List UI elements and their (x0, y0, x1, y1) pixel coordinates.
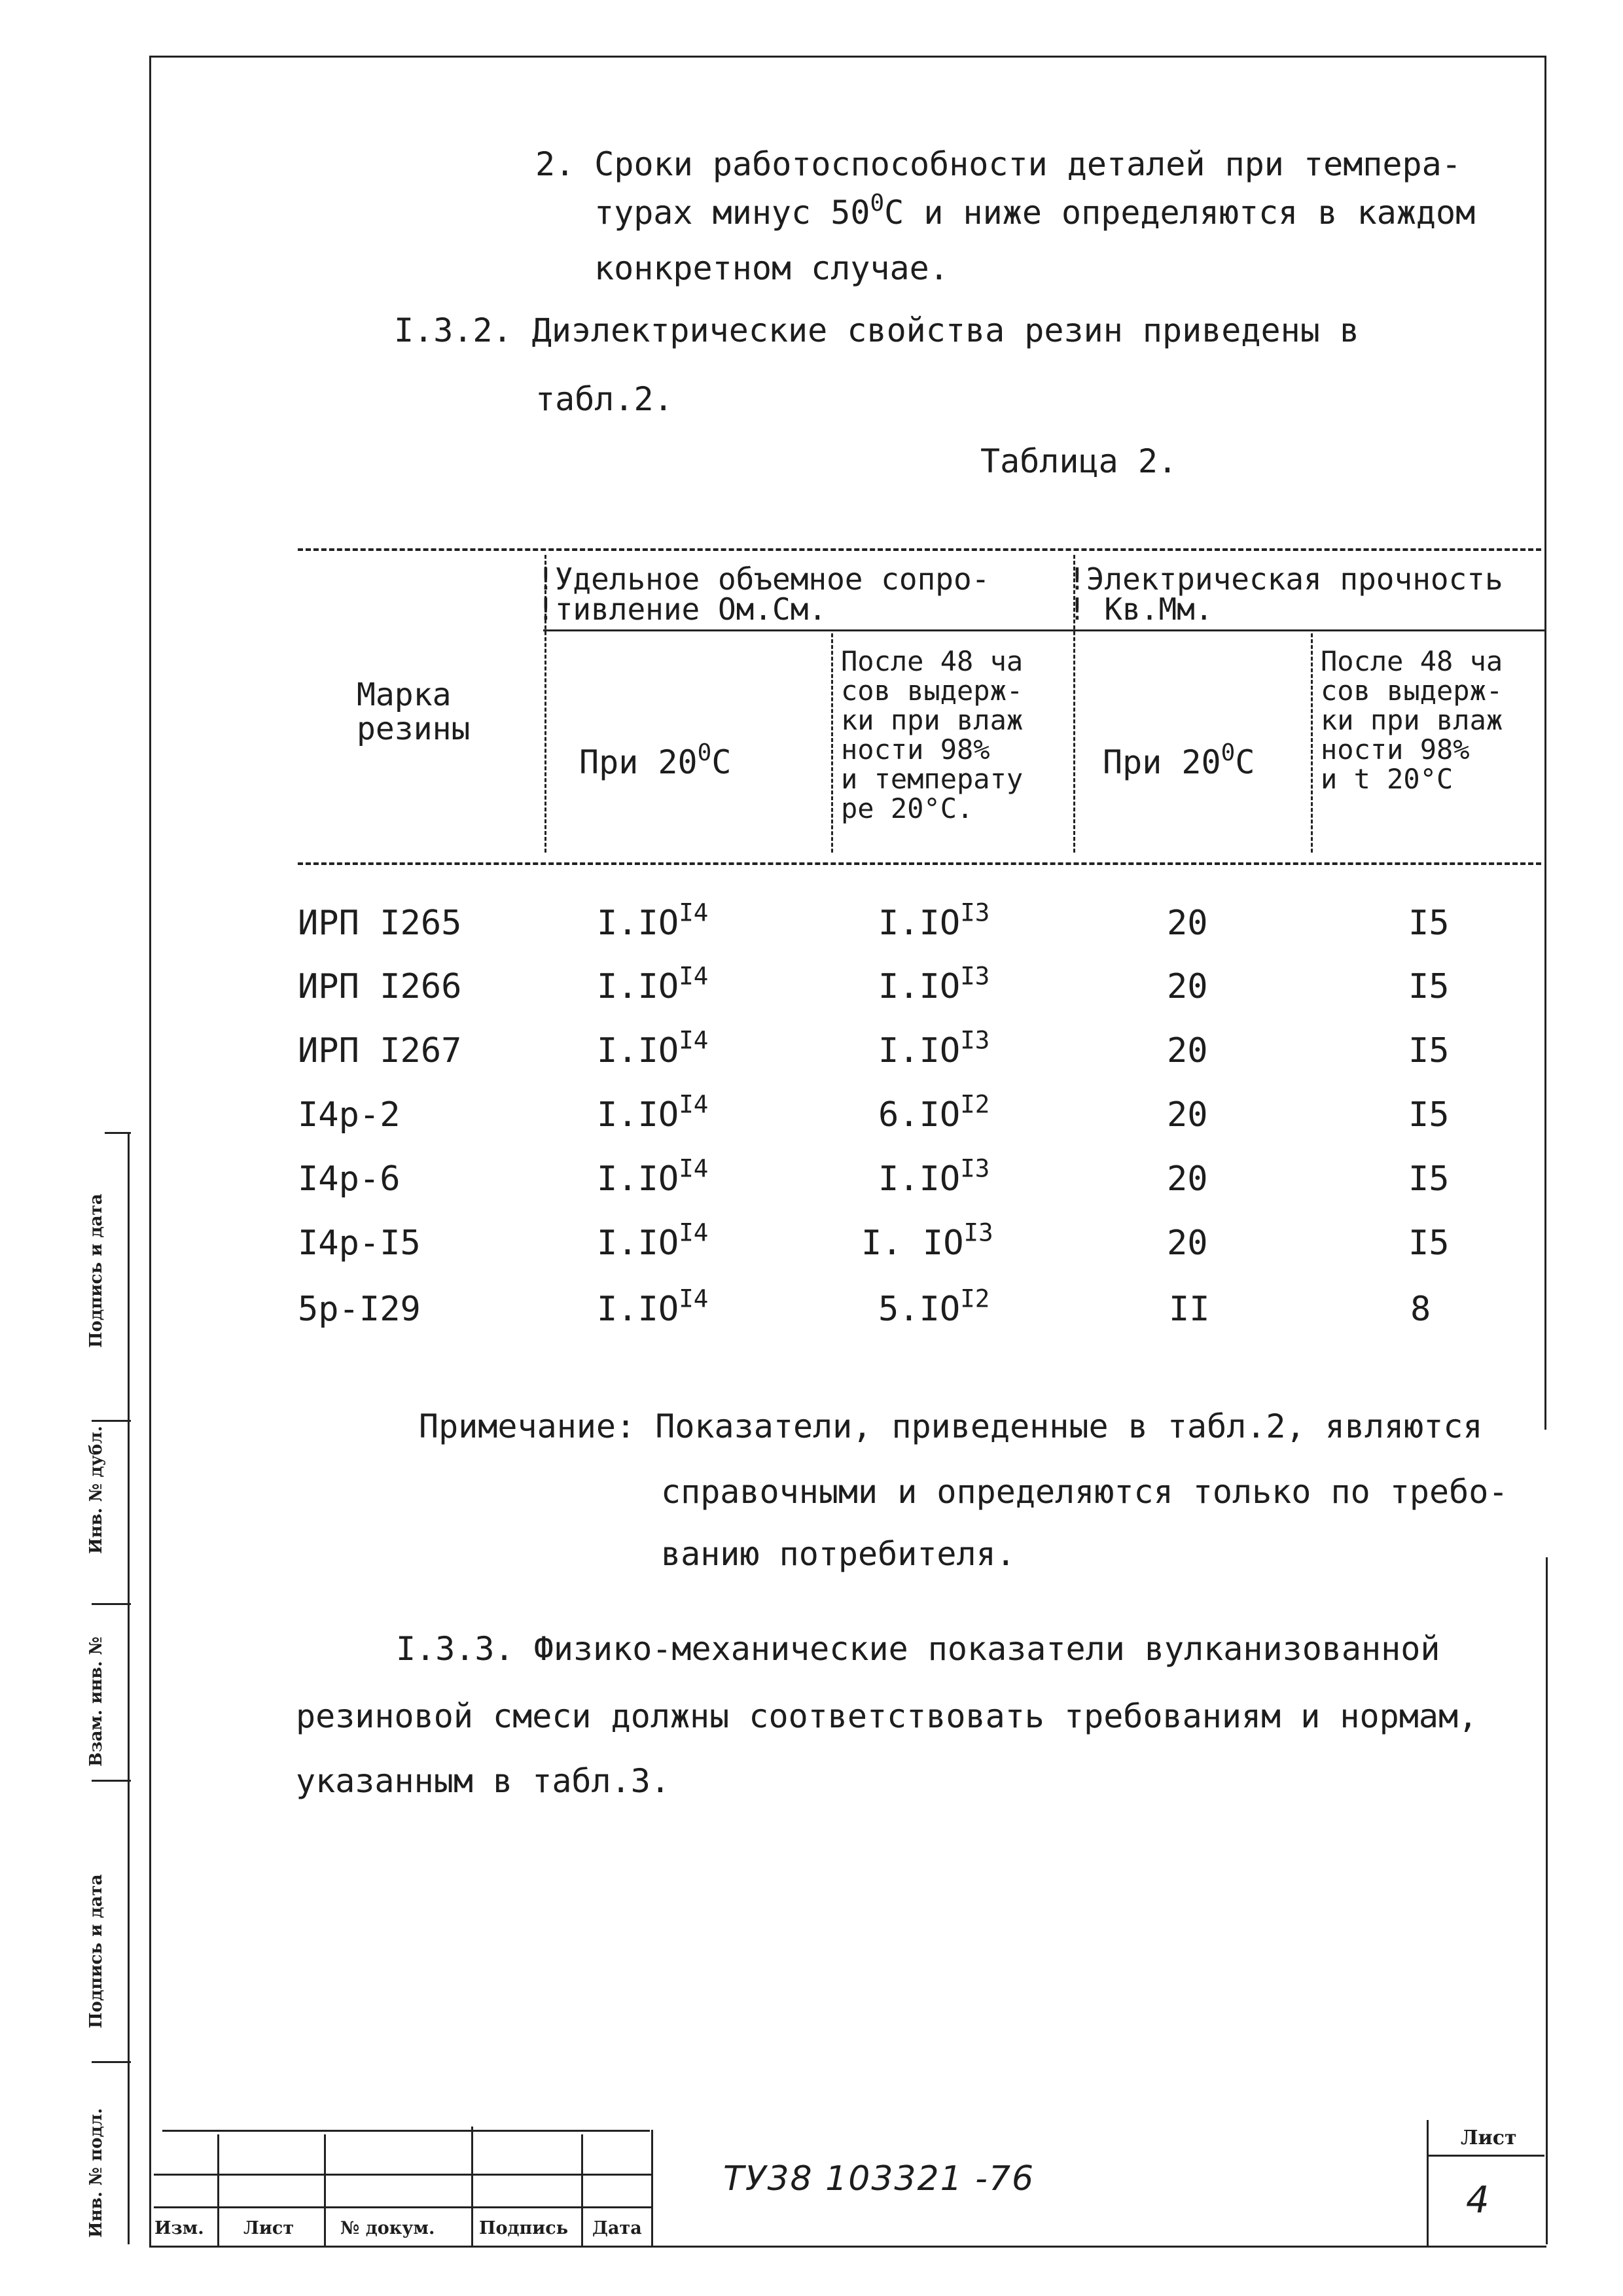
cell-value: I.IO (597, 1290, 679, 1329)
cell-strength-20c: 20 (1167, 1095, 1208, 1135)
cell-value: I.IO (597, 904, 679, 943)
side-column-line (128, 1132, 130, 2244)
cell-exponent: I4 (679, 1025, 709, 1055)
stamp-top-line (162, 2130, 650, 2132)
table-caption: Таблица 2. (980, 442, 1178, 480)
cell-strength-20c: 20 (1167, 1159, 1208, 1199)
cell-exponent: I3 (960, 961, 990, 991)
cell-exponent: I4 (679, 1218, 709, 1247)
stamp-label-doc-number: № докум. (340, 2218, 435, 2238)
note-line3: ванию потребителя. (661, 1535, 1016, 1573)
cell-resistivity-20c (597, 1218, 709, 1263)
cell-mark: ИРП I267 (298, 1031, 462, 1070)
cell-exponent: I2 (960, 1284, 990, 1313)
header-strength-line1: !Электрическая прочность (1068, 561, 1503, 597)
header-str-after-3: ности 98% (1321, 733, 1470, 766)
cell-value: I.IO (878, 904, 961, 943)
stamp-mid-line (154, 2174, 652, 2176)
cell-value: I. IO (861, 1224, 964, 1263)
cell-strength-humid: I5 (1408, 904, 1450, 943)
cell-strength-20c: 20 (1167, 1031, 1208, 1070)
header-res-after-4: и температу (841, 763, 1024, 795)
document-code: ТУ38 103321 -76 (723, 2159, 1035, 2199)
item2-line1: 2. Сроки работоспособности деталей при темпера- (535, 145, 1461, 183)
cell-mark: ИРП I266 (298, 967, 462, 1006)
side-divider (105, 1132, 131, 1134)
stamp-col-divider (651, 2130, 653, 2246)
cell-mark: ИРП I265 (298, 904, 462, 943)
header-mark-line1: Марка (357, 677, 452, 713)
cell-value: I.IO (597, 1095, 679, 1135)
header-res-after-1: сов выдерж- (841, 675, 1024, 707)
header-resistivity-line2: !тивление Ом.См. (537, 592, 827, 627)
side-divider (92, 2061, 131, 2063)
cell-resistivity-20c (597, 1284, 709, 1329)
section-133-line2: резиновой смеси должны соответствовать требованиям и нормам, (296, 1697, 1478, 1735)
header-str-20c-text: При 20 (1103, 743, 1221, 781)
frame-right-border-upper (1544, 56, 1546, 1430)
cell-resistivity-humid (878, 1089, 990, 1135)
header-str-after-0: После 48 ча (1321, 645, 1503, 677)
header-str-20c-unit: С (1235, 743, 1255, 781)
cell-strength-20c: 20 (1167, 904, 1208, 943)
cell-value: I.IO (878, 967, 961, 1006)
stamp-label-change: Изм. (154, 2218, 204, 2238)
cell-value: I.IO (597, 1224, 679, 1263)
cell-mark: 5р-I29 (298, 1290, 421, 1329)
stamp-col-divider (581, 2134, 583, 2246)
cell-exponent: I4 (679, 898, 709, 927)
frame-left-border (149, 56, 151, 2248)
cell-resistivity-20c (597, 1025, 709, 1070)
header-res-after-3: ности 98% (841, 733, 990, 766)
cell-strength-humid: I5 (1408, 1095, 1450, 1135)
cell-value: I.IO (597, 1159, 679, 1199)
cell-exponent: I2 (960, 1089, 990, 1119)
cell-exponent: I4 (679, 1284, 709, 1313)
cell-exponent: I3 (960, 898, 990, 927)
degree-mark: 0 (697, 739, 712, 767)
degree-mark: 0 (1221, 739, 1236, 767)
side-label-signature-date-2: Подпись и дата (86, 1874, 106, 2028)
header-res-20c-unit: С (711, 743, 732, 781)
stamp-col-divider (324, 2134, 326, 2246)
header-mark-line2: резины (357, 711, 471, 747)
table-top-dashed-rule (298, 548, 1541, 551)
header-res-20c (579, 739, 732, 781)
header-str-after-2: ки при влаж (1321, 704, 1503, 736)
col-separator-2 (831, 633, 833, 853)
cell-resistivity-20c (597, 898, 709, 943)
cell-exponent: I3 (960, 1025, 990, 1055)
header-str-after-4: и t 20°С (1321, 763, 1454, 795)
side-label-duplicate-inv: Инв. № дубл. (86, 1426, 106, 1554)
stamp-sheet-line (1427, 2155, 1544, 2157)
side-divider (92, 1603, 131, 1605)
cell-resistivity-humid (878, 1025, 990, 1070)
cell-value: 5.IO (878, 1290, 961, 1329)
cell-strength-20c: II (1169, 1290, 1210, 1329)
stamp-sheet-divider (1427, 2120, 1429, 2246)
header-resistivity-line1: !Удельное объемное сопро- (537, 561, 990, 597)
header-bottom-dashed-rule (298, 862, 1541, 865)
cell-exponent: I4 (679, 961, 709, 991)
cell-resistivity-humid (878, 1154, 990, 1199)
section-132-line1: I.3.2. Диэлектрические свойства резин приведены в (394, 311, 1360, 349)
cell-resistivity-20c (597, 1089, 709, 1135)
section-133-line3: указанным в табл.3. (296, 1762, 670, 1800)
side-label-original-inv: Инв. № подл. (86, 2108, 106, 2238)
section-133-line1: I.3.3. Физико-механические показатели вулканизованной (396, 1630, 1440, 1668)
stamp-bottom-line (149, 2246, 1546, 2248)
cell-resistivity-humid (861, 1218, 993, 1263)
header-divider-line (543, 629, 1544, 631)
header-strength-line2: ! Кв.Мм. (1068, 592, 1213, 627)
stamp-sheet-label: Лист (1461, 2127, 1517, 2149)
degree-mark: 0 (870, 190, 885, 217)
cell-resistivity-20c (597, 961, 709, 1006)
stamp-label-date: Дата (592, 2218, 642, 2238)
cell-exponent: I4 (679, 1154, 709, 1183)
cell-exponent: I3 (963, 1218, 993, 1247)
frame-right-border-lower (1546, 1557, 1548, 2244)
header-res-after-5: ре 20°С. (841, 792, 974, 824)
item2-line2-rest: С и ниже определяются в каждом (884, 194, 1476, 232)
cell-strength-20c: 20 (1167, 967, 1208, 1006)
cell-value: I.IO (878, 1031, 961, 1070)
cell-value: I.IO (597, 1031, 679, 1070)
item2-line2-text: турах минус 50 (594, 194, 870, 232)
cell-exponent: I3 (960, 1154, 990, 1183)
header-str-20c (1103, 739, 1255, 781)
header-res-after-2: ки при влаж (841, 704, 1024, 736)
cell-value: I.IO (597, 967, 679, 1006)
cell-resistivity-humid (878, 1284, 990, 1329)
item2-line3: конкретном случае. (594, 249, 949, 287)
sheet-number: 4 (1466, 2179, 1489, 2221)
stamp-label-sheet: Лист (243, 2218, 294, 2238)
header-res-20c-text: При 20 (579, 743, 698, 781)
note-line1: Примечание: Показатели, приведенные в табл.2, являются (419, 1407, 1483, 1445)
cell-strength-humid: I5 (1408, 1159, 1450, 1199)
cell-strength-humid: 8 (1410, 1290, 1431, 1329)
note-line2: справочными и определяются только по требо- (661, 1473, 1508, 1511)
side-label-replacement-inv: Взам. инв. № (86, 1636, 106, 1767)
cell-exponent: I4 (679, 1089, 709, 1119)
cell-value: 6.IO (878, 1095, 961, 1135)
frame-top-border (149, 56, 1546, 58)
cell-resistivity-20c (597, 1154, 709, 1199)
section-132-line2: табл.2. (535, 380, 673, 418)
cell-resistivity-humid (878, 961, 990, 1006)
side-label-signature-date: Подпись и дата (86, 1193, 106, 1348)
cell-strength-20c: 20 (1167, 1224, 1208, 1263)
cell-mark: I4р-2 (298, 1095, 401, 1135)
cell-resistivity-humid (878, 898, 990, 943)
side-divider (92, 1780, 131, 1782)
side-divider (92, 1420, 131, 1422)
stamp-lower-line (154, 2206, 652, 2208)
stamp-col-divider (471, 2127, 473, 2246)
item2-line2 (594, 190, 1476, 232)
cell-value: I.IO (878, 1159, 961, 1199)
stamp-label-signature: Подпись (479, 2218, 569, 2238)
col-separator-4 (1311, 633, 1313, 853)
cell-strength-humid: I5 (1408, 1031, 1450, 1070)
header-res-after-0: После 48 ча (841, 645, 1024, 677)
stamp-col-divider (217, 2134, 219, 2246)
cell-mark: I4р-I5 (298, 1224, 421, 1263)
cell-strength-humid: I5 (1408, 967, 1450, 1006)
cell-mark: I4р-6 (298, 1159, 401, 1199)
header-str-after-1: сов выдерж- (1321, 675, 1503, 707)
cell-strength-humid: I5 (1408, 1224, 1450, 1263)
